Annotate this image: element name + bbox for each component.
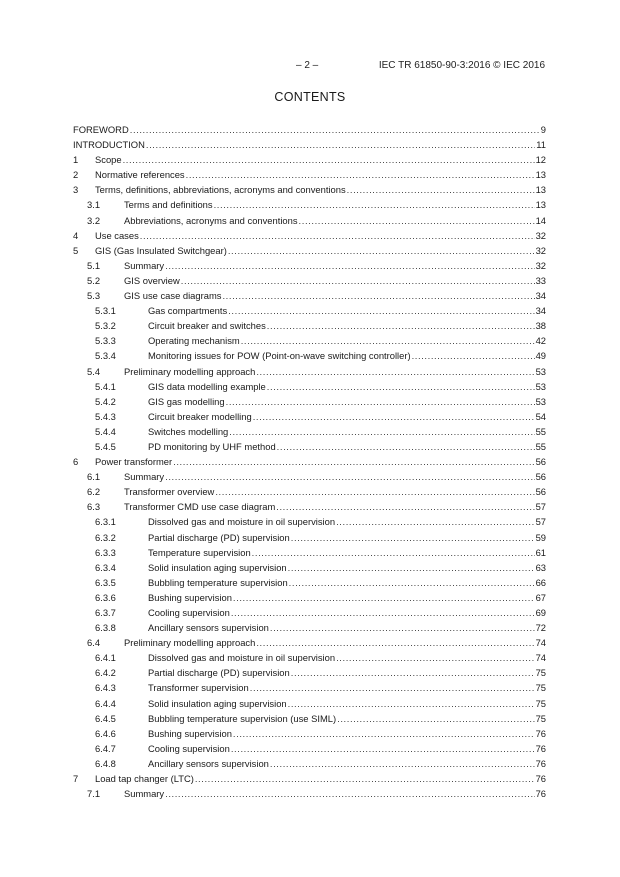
- toc-entry-number: 6.4.3: [95, 682, 116, 694]
- dot-leader: [299, 213, 535, 228]
- dot-leader: [222, 288, 534, 303]
- toc-entry[interactable]: [73, 122, 546, 137]
- toc-entry-page: 56: [535, 456, 546, 468]
- toc-entry-page: 53: [535, 395, 546, 407]
- toc-entry[interactable]: [73, 711, 546, 726]
- dot-leader: [229, 424, 534, 439]
- toc-entry-page: 53: [535, 380, 546, 392]
- toc-entry[interactable]: [73, 620, 546, 635]
- toc-entry-title: Circuit breaker modelling: [148, 410, 252, 422]
- toc-entry-number: 5.3.4: [95, 350, 116, 362]
- dot-leader: [226, 394, 535, 409]
- toc-entry[interactable]: [73, 605, 546, 620]
- toc-entry[interactable]: [73, 333, 546, 348]
- toc-entry-number: 6.1: [87, 471, 101, 483]
- toc-entry[interactable]: [73, 530, 546, 545]
- toc-entry-number: 6.4: [87, 637, 101, 649]
- table-of-contents: [73, 122, 546, 801]
- toc-entry-title: Solid insulation aging supervision: [148, 697, 287, 709]
- toc-entry-title: Partial discharge (PD) supervision: [148, 531, 290, 543]
- toc-entry-page: 76: [535, 742, 546, 754]
- dot-leader: [291, 530, 535, 545]
- toc-entry-page: 42: [535, 335, 546, 347]
- toc-entry-number: 6.4.1: [95, 652, 116, 664]
- toc-entry-number: 5.1: [87, 259, 101, 271]
- dot-leader: [231, 741, 535, 756]
- toc-entry[interactable]: [73, 439, 546, 454]
- toc-entry-number: 6.4.8: [95, 757, 116, 769]
- toc-entry-page: 13: [535, 169, 546, 181]
- toc-entry-number: 4: [73, 229, 79, 241]
- toc-entry[interactable]: [73, 303, 546, 318]
- toc-entry-title: Transformer supervision: [148, 682, 249, 694]
- toc-entry-title: Transformer overview: [124, 486, 215, 498]
- toc-entry-number: 6.4.7: [95, 742, 116, 754]
- toc-entry[interactable]: [73, 635, 546, 650]
- dot-leader: [123, 152, 535, 167]
- dot-leader: [277, 439, 535, 454]
- toc-entry[interactable]: [73, 152, 546, 167]
- toc-entry[interactable]: [73, 741, 546, 756]
- toc-entry-title: Cooling supervision: [148, 742, 230, 754]
- toc-entry-number: 5.3.2: [95, 320, 116, 332]
- toc-entry-page: 13: [535, 199, 546, 211]
- toc-entry-number: 6.4.6: [95, 727, 116, 739]
- toc-entry-number: 5.4.5: [95, 440, 116, 452]
- dot-leader: [165, 786, 534, 801]
- toc-entry-number: 2: [73, 169, 79, 181]
- toc-entry-title: Bushing supervision: [148, 591, 232, 603]
- dot-leader: [231, 605, 535, 620]
- toc-entry[interactable]: [73, 379, 546, 394]
- toc-entry-title: Terms, definitions, abbreviations, acronyms and conventions: [95, 184, 346, 196]
- toc-entry[interactable]: [73, 228, 546, 243]
- toc-entry-title: Ancillary sensors supervision: [148, 757, 269, 769]
- toc-entry[interactable]: [73, 665, 546, 680]
- toc-entry[interactable]: [73, 696, 546, 711]
- dot-leader: [288, 696, 535, 711]
- toc-entry-title: FOREWORD: [73, 124, 129, 135]
- toc-entry-number: 6.3.1: [95, 516, 116, 528]
- toc-entry-title: Power transformer: [95, 456, 173, 468]
- toc-entry-page: 69: [535, 607, 546, 618]
- toc-entry-number: 6.3.3: [95, 546, 116, 558]
- dot-leader: [347, 182, 535, 197]
- toc-entry-page: 56: [535, 486, 546, 498]
- toc-entry-page: 38: [535, 320, 546, 332]
- toc-entry-number: 6.3.2: [95, 531, 116, 543]
- toc-entry-title: Transformer CMD use case diagram: [124, 501, 276, 513]
- toc-entry-page: 63: [535, 561, 546, 573]
- toc-entry-page: 34: [535, 290, 546, 302]
- toc-entry-page: 55: [535, 425, 546, 437]
- toc-entry-title: Switches modelling: [148, 425, 229, 437]
- toc-entry-page: 54: [535, 410, 546, 422]
- dot-leader: [336, 650, 534, 665]
- dot-leader: [233, 726, 535, 741]
- dot-leader: [130, 122, 540, 137]
- dot-leader: [412, 348, 535, 363]
- dot-leader: [267, 318, 535, 333]
- page-title: CONTENTS: [274, 90, 346, 104]
- toc-entry[interactable]: [73, 514, 546, 529]
- toc-entry-title: Abbreviations, acronyms and conventions: [124, 214, 298, 226]
- toc-entry-title: Bubbling temperature supervision (use SIML): [148, 712, 337, 724]
- dot-leader: [270, 756, 535, 771]
- toc-entry-number: 3: [73, 184, 79, 196]
- toc-entry-page: 56: [535, 471, 546, 483]
- dot-leader: [241, 333, 535, 348]
- toc-entry[interactable]: [73, 680, 546, 695]
- dot-leader: [165, 258, 534, 273]
- toc-entry[interactable]: [73, 213, 546, 228]
- toc-entry-number: 6.2: [87, 486, 101, 498]
- toc-entry[interactable]: [73, 560, 546, 575]
- dot-leader: [336, 514, 534, 529]
- toc-entry-title: Dissolved gas and moisture in oil supervision: [148, 652, 336, 664]
- toc-entry-title: Summary: [124, 788, 165, 800]
- toc-entry-page: 12: [535, 154, 546, 166]
- toc-entry[interactable]: [73, 182, 546, 197]
- dot-leader: [288, 560, 535, 575]
- dot-leader: [165, 469, 534, 484]
- toc-entry[interactable]: [73, 484, 546, 499]
- toc-entry-number: 6.3.4: [95, 561, 116, 573]
- toc-entry-title: INTRODUCTION: [73, 139, 145, 151]
- toc-entry[interactable]: [73, 197, 546, 212]
- toc-entry-page: 75: [535, 667, 546, 679]
- dot-leader: [146, 137, 535, 152]
- toc-entry-page: 75: [535, 712, 546, 724]
- toc-entry-title: Circuit breaker and switches: [148, 320, 266, 332]
- toc-entry-title: Scope: [95, 154, 122, 166]
- toc-entry-title: Normative references: [95, 169, 185, 181]
- toc-entry[interactable]: [73, 469, 546, 484]
- dot-leader: [233, 590, 535, 605]
- toc-entry-page: 11: [536, 139, 546, 151]
- toc-entry-number: 5.4: [87, 365, 101, 377]
- toc-entry[interactable]: [73, 243, 546, 258]
- dot-leader: [253, 409, 535, 424]
- toc-entry-number: 5.4.2: [95, 395, 116, 407]
- toc-entry-page: 55: [535, 440, 546, 452]
- toc-entry-title: Preliminary modelling approach: [124, 365, 256, 377]
- toc-entry-title: Monitoring issues for POW (Point-on-wave switching controller): [148, 350, 411, 362]
- toc-entry-number: 1: [73, 154, 79, 166]
- toc-entry-number: 5.4.1: [95, 380, 116, 392]
- toc-entry-title: GIS gas modelling: [148, 395, 225, 407]
- toc-entry[interactable]: [73, 409, 546, 424]
- toc-entry-number: 5.4.3: [95, 410, 116, 422]
- dot-leader: [250, 680, 535, 695]
- toc-entry-page: 74: [535, 652, 546, 664]
- toc-entry-number: 6.3.6: [95, 591, 116, 603]
- toc-entry-title: Gas compartments: [148, 305, 228, 317]
- toc-entry-page: 14: [535, 214, 546, 226]
- dot-leader: [195, 771, 535, 786]
- dot-leader: [337, 711, 534, 726]
- toc-entry-number: 5: [73, 244, 79, 256]
- toc-entry-page: 13: [535, 184, 546, 196]
- toc-entry-number: 3.2: [87, 214, 101, 226]
- toc-entry-number: 6.3.5: [95, 576, 116, 588]
- toc-entry-page: 59: [535, 531, 546, 543]
- toc-entry[interactable]: [73, 348, 546, 363]
- toc-entry[interactable]: [73, 288, 546, 303]
- toc-entry-page: 66: [535, 576, 546, 588]
- toc-entry-number: 3.1: [87, 199, 101, 211]
- toc-entry-number: 6: [73, 456, 79, 468]
- toc-entry-number: 7: [73, 773, 79, 785]
- toc-entry-page: 57: [535, 501, 546, 513]
- toc-entry-number: 5.3: [87, 290, 101, 302]
- toc-entry[interactable]: [73, 137, 546, 152]
- toc-entry[interactable]: [73, 454, 546, 469]
- toc-entry-title: Ancillary sensors supervision: [148, 622, 269, 634]
- dot-leader: [214, 197, 535, 212]
- toc-entry-page: 75: [535, 682, 546, 694]
- toc-entry-title: Summary: [124, 471, 165, 483]
- toc-entry-title: Terms and definitions: [124, 199, 213, 211]
- toc-entry-page: 9: [540, 124, 546, 135]
- toc-entry-number: 7.1: [87, 788, 101, 800]
- toc-entry[interactable]: [73, 273, 546, 288]
- toc-entry-title: Solid insulation aging supervision: [148, 561, 287, 573]
- dot-leader: [140, 228, 535, 243]
- toc-entry[interactable]: [73, 318, 546, 333]
- toc-entry-title: PD monitoring by UHF method: [148, 440, 276, 452]
- toc-entry-page: 57: [535, 516, 546, 528]
- dot-leader: [186, 167, 535, 182]
- toc-entry-number: 6.4.5: [95, 712, 116, 724]
- toc-entry-title: Temperature supervision: [148, 546, 251, 558]
- dot-leader: [228, 243, 535, 258]
- toc-entry-title: GIS use case diagrams: [124, 290, 222, 302]
- dot-leader: [173, 454, 534, 469]
- toc-entry[interactable]: [73, 771, 546, 786]
- toc-entry-page: 33: [535, 274, 546, 286]
- toc-entry-page: 76: [535, 757, 546, 769]
- toc-entry-page: 34: [535, 305, 546, 317]
- toc-entry-number: 6.4.2: [95, 667, 116, 679]
- dot-leader: [276, 499, 534, 514]
- standard-reference: IEC TR 61850-90-3:2016 © IEC 2016: [378, 60, 545, 71]
- dot-leader: [228, 303, 534, 318]
- toc-entry[interactable]: [73, 786, 546, 801]
- dot-leader: [256, 364, 534, 379]
- toc-entry-page: 61: [535, 546, 546, 558]
- dot-leader: [181, 273, 535, 288]
- toc-entry-title: Bushing supervision: [148, 727, 232, 739]
- dot-leader: [270, 620, 535, 635]
- toc-entry-title: Preliminary modelling approach: [124, 637, 256, 649]
- toc-entry[interactable]: [73, 258, 546, 273]
- toc-entry-page: 74: [535, 637, 546, 649]
- toc-entry-title: GIS data modelling example: [148, 380, 266, 392]
- dot-leader: [252, 545, 535, 560]
- toc-entry-page: 67: [535, 591, 546, 603]
- toc-entry-title: GIS (Gas Insulated Switchgear): [95, 244, 227, 256]
- toc-entry[interactable]: [73, 545, 546, 560]
- toc-entry-page: 75: [535, 697, 546, 709]
- toc-entry-title: Bubbling temperature supervision: [148, 576, 288, 588]
- toc-entry-page: 32: [535, 229, 546, 241]
- toc-entry-number: 5.3.3: [95, 335, 116, 347]
- toc-entry[interactable]: [73, 167, 546, 182]
- toc-entry-number: 5.4.4: [95, 425, 116, 437]
- toc-entry[interactable]: [73, 756, 546, 771]
- dot-leader: [291, 665, 535, 680]
- toc-entry-page: 53: [535, 365, 546, 377]
- toc-entry-title: Summary: [124, 259, 165, 271]
- toc-entry-page: 76: [535, 773, 546, 785]
- toc-entry-number: 6.3: [87, 501, 101, 513]
- toc-entry-number: 6.4.4: [95, 697, 116, 709]
- toc-entry[interactable]: [73, 364, 546, 379]
- toc-entry[interactable]: [73, 394, 546, 409]
- toc-entry[interactable]: [73, 590, 546, 605]
- toc-entry[interactable]: [73, 650, 546, 665]
- toc-entry-page: 76: [535, 727, 546, 739]
- toc-entry-title: Operating mechanism: [148, 335, 240, 347]
- toc-entry-number: 6.3.7: [95, 607, 116, 618]
- toc-entry-title: Use cases: [95, 229, 139, 241]
- toc-entry-page: 72: [535, 622, 546, 634]
- toc-entry-page: 76: [535, 788, 546, 800]
- toc-entry-title: GIS overview: [124, 274, 180, 286]
- toc-entry-number: 5.2: [87, 274, 101, 286]
- toc-entry-title: Load tap changer (LTC): [95, 773, 194, 785]
- toc-entry[interactable]: [73, 499, 546, 514]
- toc-entry-page: 32: [535, 244, 546, 256]
- toc-entry[interactable]: [73, 575, 546, 590]
- toc-entry-title: Partial discharge (PD) supervision: [148, 667, 290, 679]
- toc-entry-page: 32: [535, 259, 546, 271]
- dot-leader: [256, 635, 534, 650]
- toc-entry-title: Dissolved gas and moisture in oil supervision: [148, 516, 336, 528]
- toc-entry-number: 6.3.8: [95, 622, 116, 634]
- dot-leader: [289, 575, 535, 590]
- toc-entry-page: 49: [535, 350, 546, 362]
- dot-leader: [267, 379, 535, 394]
- toc-entry-title: Cooling supervision: [148, 607, 230, 618]
- page-number: – 2 –: [296, 60, 319, 71]
- toc-entry[interactable]: [73, 424, 546, 439]
- toc-entry[interactable]: [73, 726, 546, 741]
- toc-entry-number: 5.3.1: [95, 305, 116, 317]
- dot-leader: [215, 484, 534, 499]
